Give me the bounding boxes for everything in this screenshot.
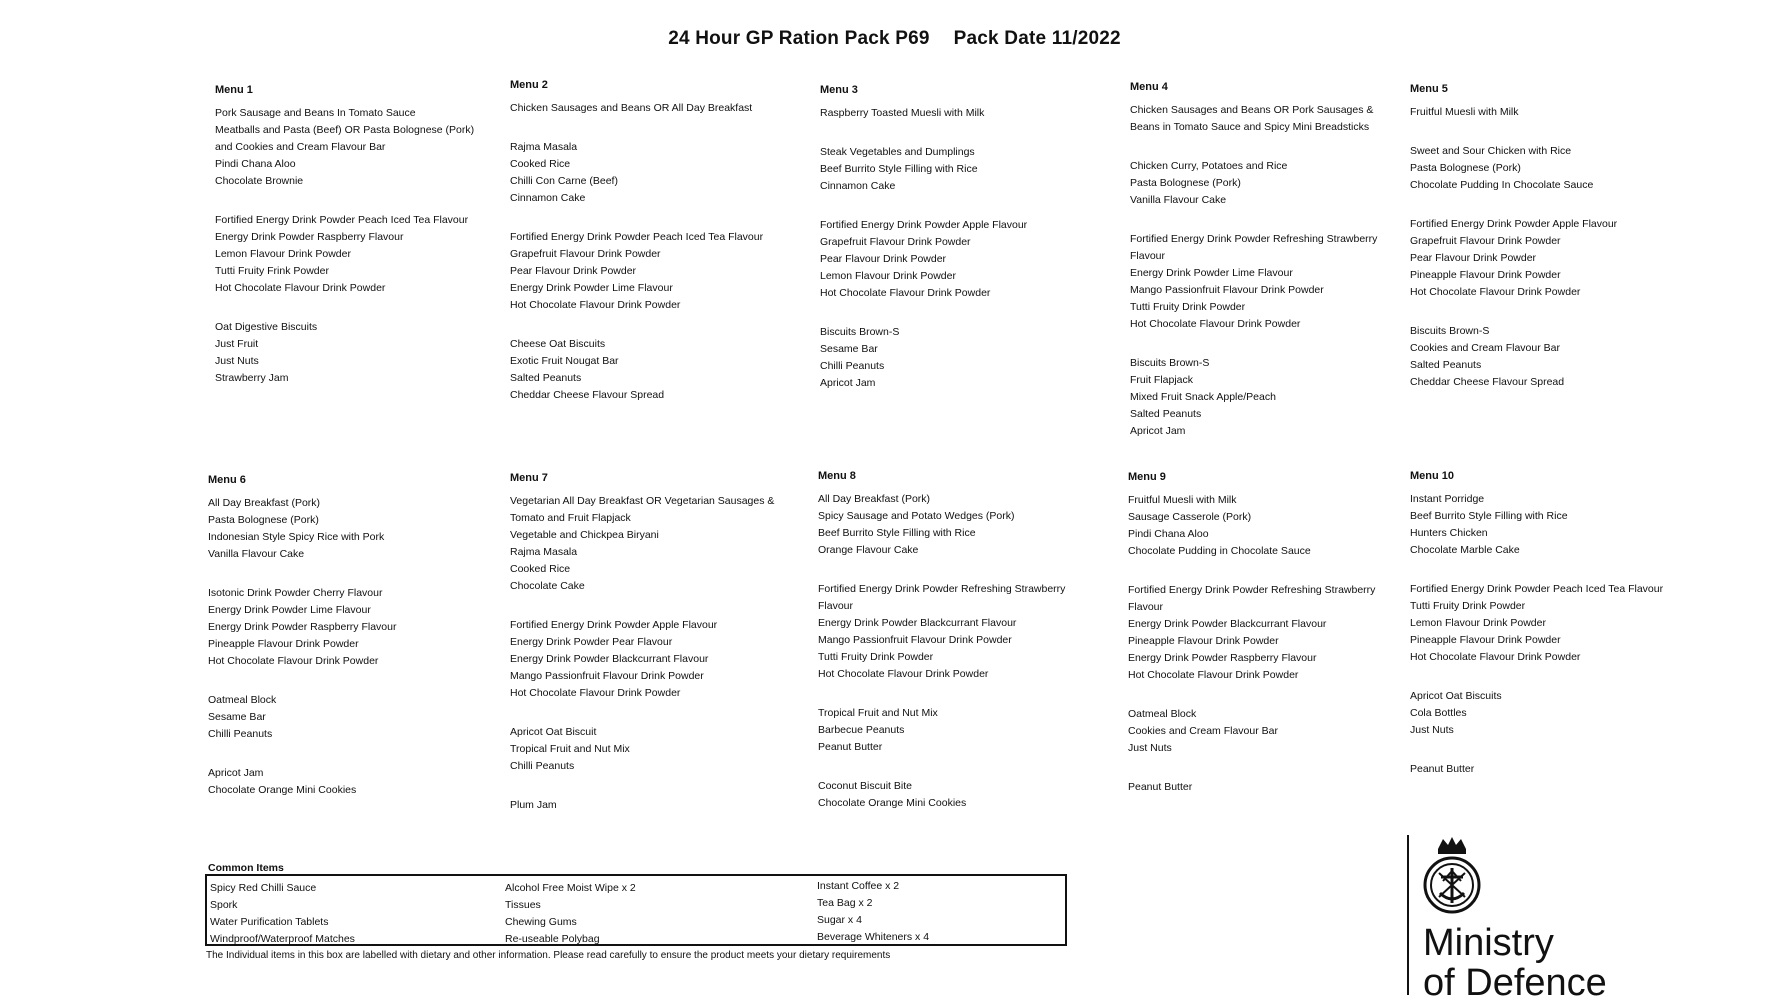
menu-item: Chilli Peanuts — [820, 360, 885, 372]
menu-item: Mixed Fruit Snack Apple/Peach — [1130, 391, 1276, 403]
menu-item: Energy Drink Powder Raspberry Flavour — [208, 621, 397, 633]
menu-item: Hot Chocolate Flavour Drink Powder — [1410, 651, 1581, 663]
menu-title: Menu 5 — [1410, 83, 1448, 95]
menu-item: Vegetable and Chickpea Biryani — [510, 529, 659, 541]
menu-item: Biscuits Brown-S — [1130, 357, 1210, 369]
menu-item: Chocolate Pudding in Chocolate Sauce — [1128, 545, 1311, 557]
menu-item: Hot Chocolate Flavour Drink Powder — [1128, 669, 1299, 681]
menu-item: Fortified Energy Drink Powder Apple Flavour — [1410, 218, 1618, 230]
menu-item: Chilli Peanuts — [208, 728, 273, 740]
menu-title: Menu 8 — [818, 470, 856, 482]
menu-item: Hot Chocolate Flavour Drink Powder — [1130, 318, 1301, 330]
menu-item-group — [818, 581, 1093, 683]
page-title — [0, 28, 1789, 50]
menu-item: Lemon Flavour Drink Powder — [820, 270, 956, 282]
menu-title: Menu 6 — [208, 474, 246, 486]
menu-item-group — [1128, 582, 1403, 684]
menu-item: Salted Peanuts — [1130, 408, 1202, 420]
menu-item: Hot Chocolate Flavour Drink Powder — [820, 287, 991, 299]
menu-item: Apricot Jam — [820, 377, 876, 389]
menu-item: Grapefruit Flavour Drink Powder — [820, 236, 971, 248]
menu-title: Menu 7 — [510, 472, 548, 484]
common-item: Windproof/Waterproof Matches — [210, 933, 355, 945]
menu-item: Vanilla Flavour Cake — [208, 548, 305, 560]
common-item: Spork — [210, 899, 238, 911]
menu-item: Mango Passionfruit Flavour Drink Powder — [818, 634, 1012, 646]
menu-item: Apricot Jam — [208, 767, 264, 779]
mod-name-line1: Ministry — [1423, 922, 1554, 964]
menu-item: Tutti Fruity Drink Powder — [818, 651, 934, 663]
menu-item: Oatmeal Block — [1128, 708, 1197, 720]
menu-item: Apricot Oat Biscuits — [1410, 690, 1502, 702]
menu-1 — [215, 82, 490, 409]
menu-item-group — [208, 692, 483, 743]
menu-item: Raspberry Toasted Muesli with Milk — [820, 107, 985, 119]
menu-item-group — [818, 778, 1093, 812]
menu-item: Tropical Fruit and Nut Mix — [818, 707, 938, 719]
menu-item: Instant Porridge — [1410, 493, 1485, 505]
menu-item: Hot Chocolate Flavour Drink Powder — [215, 282, 386, 294]
menu-item: Barbecue Peanuts — [818, 724, 905, 736]
menu-item: Cooked Rice — [510, 563, 571, 575]
menu-item: Oatmeal Block — [208, 694, 277, 706]
menu-item-group — [510, 100, 785, 117]
mod-name-line2: of Defence — [1423, 962, 1607, 1004]
menu-item: Chilli Con Carne (Beef) — [510, 175, 618, 187]
pack-date: Pack Date 11/2022 — [953, 28, 1121, 49]
menu-item: Fortified Energy Drink Powder Refreshing Strawberry Flavour — [1128, 584, 1376, 613]
menu-item: Peanut Butter — [1128, 781, 1193, 793]
menu-item-group — [1410, 143, 1685, 194]
menu-item: Fruitful Muesli with Milk — [1410, 106, 1519, 118]
menu-item-group — [820, 144, 1095, 195]
menu-item-group — [510, 724, 785, 775]
menu-item: Just Nuts — [215, 355, 259, 367]
menu-item: Peanut Butter — [1410, 763, 1475, 775]
menu-item: Fortified Energy Drink Powder Refreshing Strawberry Flavour — [1130, 233, 1378, 262]
menu-item: Pear Flavour Drink Powder — [510, 265, 637, 277]
menu-item-group — [510, 617, 785, 702]
menu-item: Pork Sausage and Beans In Tomato Sauce — [215, 107, 416, 119]
mod-logo — [1405, 835, 1789, 1004]
menu-item: Chocolate Cake — [510, 580, 585, 592]
menu-item: Chocolate Marble Cake — [1410, 544, 1520, 556]
menu-4 — [1130, 79, 1405, 462]
menu-5 — [1410, 81, 1685, 413]
menu-item: Chicken Curry, Potatoes and Rice — [1130, 160, 1288, 172]
menu-item: Pear Flavour Drink Powder — [820, 253, 947, 265]
menu-item: Sweet and Sour Chicken with Rice — [1410, 145, 1572, 157]
menu-item-group — [510, 493, 785, 595]
menu-item: Cola Bottles — [1410, 707, 1467, 719]
menu-item-group — [818, 491, 1093, 559]
menu-item: Tutti Fruity Drink Powder — [1130, 301, 1246, 313]
menu-item-group — [1128, 706, 1403, 757]
common-items-box — [205, 874, 1067, 946]
menu-item: Pineapple Flavour Drink Powder — [1410, 634, 1561, 646]
menu-item-group — [1410, 761, 1685, 778]
menu-title: Menu 4 — [1130, 81, 1168, 93]
common-col-2 — [505, 880, 636, 948]
menu-item: Sesame Bar — [820, 343, 878, 355]
menu-item: Pindi Chana Aloo — [1128, 528, 1209, 540]
menu-item: Pineapple Flavour Drink Powder — [1128, 635, 1279, 647]
menu-10 — [1410, 468, 1685, 800]
menu-item: All Day Breakfast (Pork) — [208, 497, 321, 509]
menu-item: Mango Passionfruit Flavour Drink Powder — [510, 670, 704, 682]
menu-item: Fortified Energy Drink Powder Peach Iced Tea Flavour — [510, 231, 764, 243]
common-col-1 — [210, 880, 355, 948]
menu-item: Vegetarian All Day Breakfast OR Vegetarian Sausages & Tomato and Fruit Flapjack — [510, 495, 775, 524]
menu-item: All Day Breakfast (Pork) — [818, 493, 931, 505]
menu-item: Pasta Bolognese (Pork) — [208, 514, 319, 526]
menu-item: Salted Peanuts — [510, 372, 582, 384]
common-item: Alcohol Free Moist Wipe x 2 — [505, 882, 636, 894]
mod-name — [1423, 923, 1607, 1003]
menu-item-group — [818, 705, 1093, 756]
menu-item: Steak Vegetables and Dumplings — [820, 146, 975, 158]
menu-title: Menu 10 — [1410, 470, 1455, 482]
menu-item: Lemon Flavour Drink Powder — [1410, 617, 1546, 629]
menu-item-group — [510, 797, 785, 814]
menu-8 — [818, 468, 1093, 834]
menu-item: Hot Chocolate Flavour Drink Powder — [1410, 286, 1581, 298]
menu-item: Energy Drink Powder Blackcurrant Flavour — [1128, 618, 1327, 630]
menu-item: Cookies and Cream Flavour Bar — [1128, 725, 1278, 737]
menu-item: Cheddar Cheese Flavour Spread — [510, 389, 665, 401]
menu-item: Sesame Bar — [208, 711, 266, 723]
menu-item: Energy Drink Powder Blackcurrant Flavour — [818, 617, 1017, 629]
menu-item: Cheese Oat Biscuits — [510, 338, 606, 350]
menu-item-group — [215, 212, 490, 297]
menu-item: Cheddar Cheese Flavour Spread — [1410, 376, 1565, 388]
menu-item: Vanilla Flavour Cake — [1130, 194, 1227, 206]
menu-2 — [510, 77, 785, 426]
menu-item: Chocolate Orange Mini Cookies — [818, 797, 967, 809]
menu-item: Hunters Chicken — [1410, 527, 1488, 539]
menu-3 — [820, 82, 1095, 414]
menu-item-group — [1410, 323, 1685, 391]
menu-item: Chilli Peanuts — [510, 760, 575, 772]
menu-item: Fortified Energy Drink Powder Apple Flavour — [510, 619, 718, 631]
common-item: Spicy Red Chilli Sauce — [210, 882, 317, 894]
menu-item: Pineapple Flavour Drink Powder — [208, 638, 359, 650]
menu-item: Chocolate Brownie — [215, 175, 304, 187]
menu-item: Beef Burrito Style Filling with Rice — [818, 527, 976, 539]
menu-item: Exotic Fruit Nougat Bar — [510, 355, 619, 367]
menu-item: Peanut Butter — [818, 741, 883, 753]
menu-item: Apricot Oat Biscuit — [510, 726, 597, 738]
menu-item: Energy Drink Powder Pear Flavour — [510, 636, 673, 648]
menu-item: Isotonic Drink Powder Cherry Flavour — [208, 587, 383, 599]
menu-item-group — [820, 217, 1095, 302]
menu-title: Menu 9 — [1128, 471, 1166, 483]
menu-item-group — [510, 229, 785, 314]
menu-item-group — [1130, 158, 1405, 209]
menu-item: Beef Burrito Style Filling with Rice — [1410, 510, 1568, 522]
menu-6 — [208, 472, 483, 821]
menu-item: Fortified Energy Drink Powder Peach Iced Tea Flavour — [215, 214, 469, 226]
menu-item: Indonesian Style Spicy Rice with Pork — [208, 531, 385, 543]
menu-item: Pear Flavour Drink Powder — [1410, 252, 1537, 264]
menu-item: Pineapple Flavour Drink Powder — [1410, 269, 1561, 281]
menu-item-group — [215, 105, 490, 190]
menu-item: Sausage Casserole (Pork) — [1128, 511, 1252, 523]
menu-item-group — [510, 139, 785, 207]
menu-item: Plum Jam — [510, 799, 557, 811]
menu-item: Tropical Fruit and Nut Mix — [510, 743, 630, 755]
menu-title: Menu 2 — [510, 79, 548, 91]
menu-item-group — [1410, 581, 1685, 666]
menu-item-group — [1130, 355, 1405, 440]
menu-item: Hot Chocolate Flavour Drink Powder — [510, 687, 681, 699]
common-item: Tissues — [505, 899, 541, 911]
menu-item: Cooked Rice — [510, 158, 571, 170]
menu-item-group — [1410, 688, 1685, 739]
menu-item-group — [820, 105, 1095, 122]
menu-item: Apricot Jam — [1130, 425, 1186, 437]
common-items-note: The Individual items in this box are labelled with dietary and other information. Please read carefully to ensure the product meets your dietary requirements — [206, 950, 891, 961]
menu-item: Biscuits Brown-S — [820, 326, 900, 338]
common-item: Re-useable Polybag — [505, 933, 600, 945]
menu-item-group — [208, 495, 483, 563]
common-item: Sugar x 4 — [817, 914, 862, 926]
menu-item: Tutti Fruity Drink Powder — [1410, 600, 1526, 612]
logo-divider — [1407, 835, 1409, 995]
menu-item: Pasta Bolognese (Pork) — [1410, 162, 1521, 174]
menu-9 — [1128, 469, 1403, 818]
menu-item: Just Fruit — [215, 338, 259, 350]
menu-item-group — [208, 765, 483, 799]
menu-item: Meatballs and Pasta (Beef) OR Pasta Bolognese (Pork) and Cookies and Cream Flavour Bar — [215, 124, 475, 153]
menu-item: Fortified Energy Drink Powder Apple Flavour — [820, 219, 1028, 231]
menu-item-group — [510, 336, 785, 404]
common-item: Instant Coffee x 2 — [817, 880, 900, 892]
menu-item: Cinnamon Cake — [510, 192, 586, 204]
menu-item: Salted Peanuts — [1410, 359, 1482, 371]
common-items-label: Common Items — [208, 862, 284, 874]
menu-item: Chicken Sausages and Beans OR All Day Breakfast — [510, 102, 753, 114]
menu-item: Cinnamon Cake — [820, 180, 896, 192]
menu-item: Hot Chocolate Flavour Drink Powder — [818, 668, 989, 680]
menu-item: Hot Chocolate Flavour Drink Powder — [208, 655, 379, 667]
menu-item: Coconut Biscuit Bite — [818, 780, 912, 792]
menu-item: Just Nuts — [1128, 742, 1172, 754]
menu-item: Rajma Masala — [510, 546, 578, 558]
menu-item: Energy Drink Powder Blackcurrant Flavour — [510, 653, 709, 665]
common-col-3 — [817, 878, 929, 946]
menu-item: Rajma Masala — [510, 141, 578, 153]
menu-item: Strawberry Jam — [215, 372, 289, 384]
menu-item: Beef Burrito Style Filling with Rice — [820, 163, 978, 175]
menu-item: Mango Passionfruit Flavour Drink Powder — [1130, 284, 1324, 296]
menu-item: Oat Digestive Biscuits — [215, 321, 318, 333]
menu-item: Fortified Energy Drink Powder Peach Iced Tea Flavour — [1410, 583, 1664, 595]
menu-item: Spicy Sausage and Potato Wedges (Pork) — [818, 510, 1015, 522]
menu-item: Lemon Flavour Drink Powder — [215, 248, 351, 260]
menu-item-group — [1128, 492, 1403, 560]
menu-item: Grapefruit Flavour Drink Powder — [1410, 235, 1561, 247]
common-item: Beverage Whiteners x 4 — [817, 931, 930, 943]
menu-item: Energy Drink Powder Lime Flavour — [1130, 267, 1293, 279]
menu-title: Menu 3 — [820, 84, 858, 96]
menu-item: Energy Drink Powder Lime Flavour — [510, 282, 673, 294]
menu-item-group — [1410, 104, 1685, 121]
menu-item-group — [1410, 216, 1685, 301]
menu-item: Chicken Sausages and Beans OR Pork Sausages & Beans in Tomato Sauce and Spicy Mini Breadsticks — [1130, 104, 1374, 133]
common-item: Tea Bag x 2 — [817, 897, 873, 909]
menu-item: Pasta Bolognese (Pork) — [1130, 177, 1241, 189]
menu-item-group — [1410, 491, 1685, 559]
pack-title: 24 Hour GP Ration Pack P69 — [668, 28, 930, 49]
menu-item: Cookies and Cream Flavour Bar — [1410, 342, 1560, 354]
menu-item: Energy Drink Powder Raspberry Flavour — [1128, 652, 1317, 664]
menu-item-group — [820, 324, 1095, 392]
menu-item: Grapefruit Flavour Drink Powder — [510, 248, 661, 260]
menu-item: Chocolate Pudding In Chocolate Sauce — [1410, 179, 1594, 191]
menu-item: Energy Drink Powder Lime Flavour — [208, 604, 371, 616]
common-item: Chewing Gums — [505, 916, 577, 928]
menu-item: Energy Drink Powder Raspberry Flavour — [215, 231, 404, 243]
menu-item: Fruit Flapjack — [1130, 374, 1194, 386]
menu-item: Chocolate Orange Mini Cookies — [208, 784, 357, 796]
menu-7 — [510, 470, 785, 836]
menu-item: Fortified Energy Drink Powder Refreshing Strawberry Flavour — [818, 583, 1066, 612]
menu-item: Biscuits Brown-S — [1410, 325, 1490, 337]
menu-item: Orange Flavour Cake — [818, 544, 919, 556]
menu-item-group — [1130, 231, 1405, 333]
menu-item: Fruitful Muesli with Milk — [1128, 494, 1237, 506]
menu-item-group — [1130, 102, 1405, 136]
menu-item-group — [215, 319, 490, 387]
menu-item: Hot Chocolate Flavour Drink Powder — [510, 299, 681, 311]
menu-item: Just Nuts — [1410, 724, 1454, 736]
menu-item: Tutti Fruity Frink Powder — [215, 265, 329, 277]
menu-item: Pindi Chana Aloo — [215, 158, 296, 170]
mod-crest-icon — [1421, 835, 1483, 917]
menu-item-group — [208, 585, 483, 670]
common-item: Water Purification Tablets — [210, 916, 329, 928]
menu-title: Menu 1 — [215, 84, 253, 96]
menu-item-group — [1128, 779, 1403, 796]
